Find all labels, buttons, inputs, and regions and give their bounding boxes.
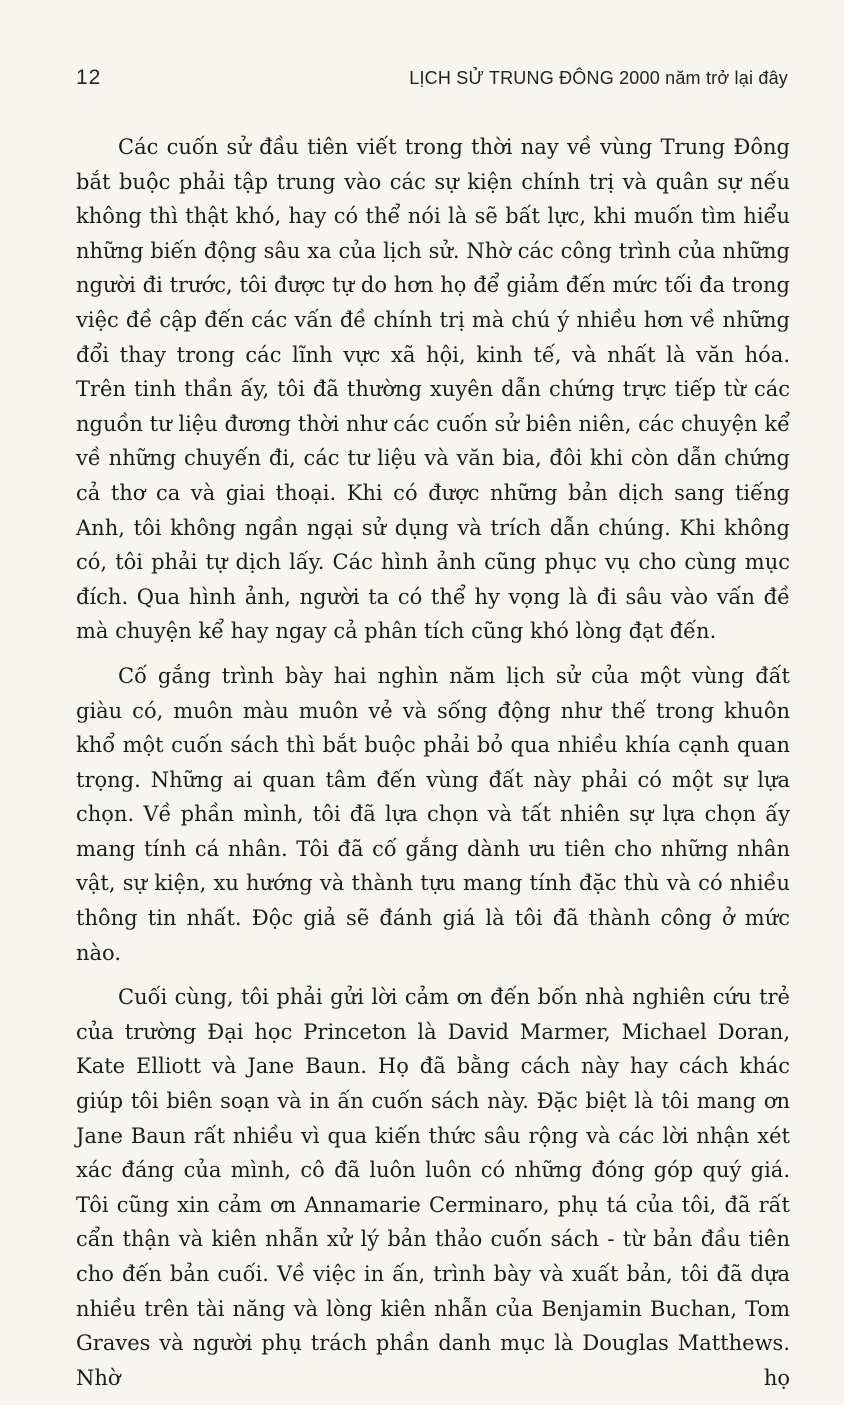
page-header <box>76 66 788 96</box>
page-number: 12 <box>76 66 102 89</box>
running-title: LỊCH SỬ TRUNG ĐÔNG 2000 năm trở lại đây <box>409 68 788 88</box>
paragraph-1: Các cuốn sử đầu tiên viết trong thời nay về vùng Trung Đông bắt buộc phải tập trung vào các sự kiện chính trị và quân sự nếu không thì thật khó, hay có thể nói là sẽ bất lực, khi muốn tìm hiểu những biến động sâu xa của lịch sử. Nhờ các công trình của những người đi trước, tôi được tự do hơn họ để giảm đến mức tối đa trong việc đề cập đến các vấn đề chính trị mà chú ý nhiều hơn về những đổi thay trong các lĩnh vực xã hội, kinh tế, và nhất là văn hóa. Trên tinh thần ấy, tôi đã thường xuyên dẫn chứng trực tiếp từ các nguồn tư liệu đương thời như các cuốn sử biên niên, các chuyện kể về những chuyến đi, các tư liệu và văn bia, đôi khi còn dẫn chứng cả thơ ca và giai thoại. Khi có được những bản dịch sang tiếng Anh, tôi không ngần ngại sử dụng và trích dẫn chúng. Khi không có, tôi phải tự dịch lấy. Các hình ảnh cũng phục vụ cho cùng mục đích. Qua hình ảnh, người ta có thể hy vọng là đi sâu vào vấn đề mà chuyện kể hay ngay cả phân tích cũng khó lòng đạt đến. <box>76 135 790 644</box>
paragraph-3: Cuối cùng, tôi phải gửi lời cảm ơn đến bốn nhà nghiên cứu trẻ của trường Đại học Princeton là David Marmer, Michael Doran, Kate Elliott và Jane Baun. Họ đã bằng cách này hay cách khác giúp tôi biên soạn và in ấn cuốn sách này. Đặc biệt là tôi mang ơn Jane Baun rất nhiều vì qua kiến thức sâu rộng và các lời nhận xét xác đáng của mình, cô đã luôn luôn có những đóng góp quý giá. Tôi cũng xin cảm ơn Annamarie Cerminaro, phụ tá của tôi, đã rất cẩn thận và kiên nhẫn xử lý bản thảo cuốn sách - từ bản đầu tiên cho đến bản cuối. Về việc in ấn, trình bày và xuất bản, tôi đã dựa nhiều trên tài năng và lòng kiên nhẫn của Benjamin Buchan, Tom Graves và người phụ trách phần danh mục là Douglas Matthews. Nhờ họ <box>76 985 790 1390</box>
paragraph-2: Cố gắng trình bày hai nghìn năm lịch sử của một vùng đất giàu có, muôn màu muôn vẻ và sống động như thế trong khuôn khổ một cuốn sách thì bắt buộc phải bỏ qua nhiều khía cạnh quan trọng. Những ai quan tâm đến vùng đất này phải có một sự lựa chọn. Về phần mình, tôi đã lựa chọn và tất nhiên sự lựa chọn ấy mang tính cá nhân. Tôi đã cố gắng dành ưu tiên cho những nhân vật, sự kiện, xu hướng và thành tựu mang tính đặc thù và có nhiều thông tin nhất. Độc giả sẽ đánh giá là tôi đã thành công ở mức nào. <box>76 663 790 965</box>
body-text <box>76 130 790 1405</box>
